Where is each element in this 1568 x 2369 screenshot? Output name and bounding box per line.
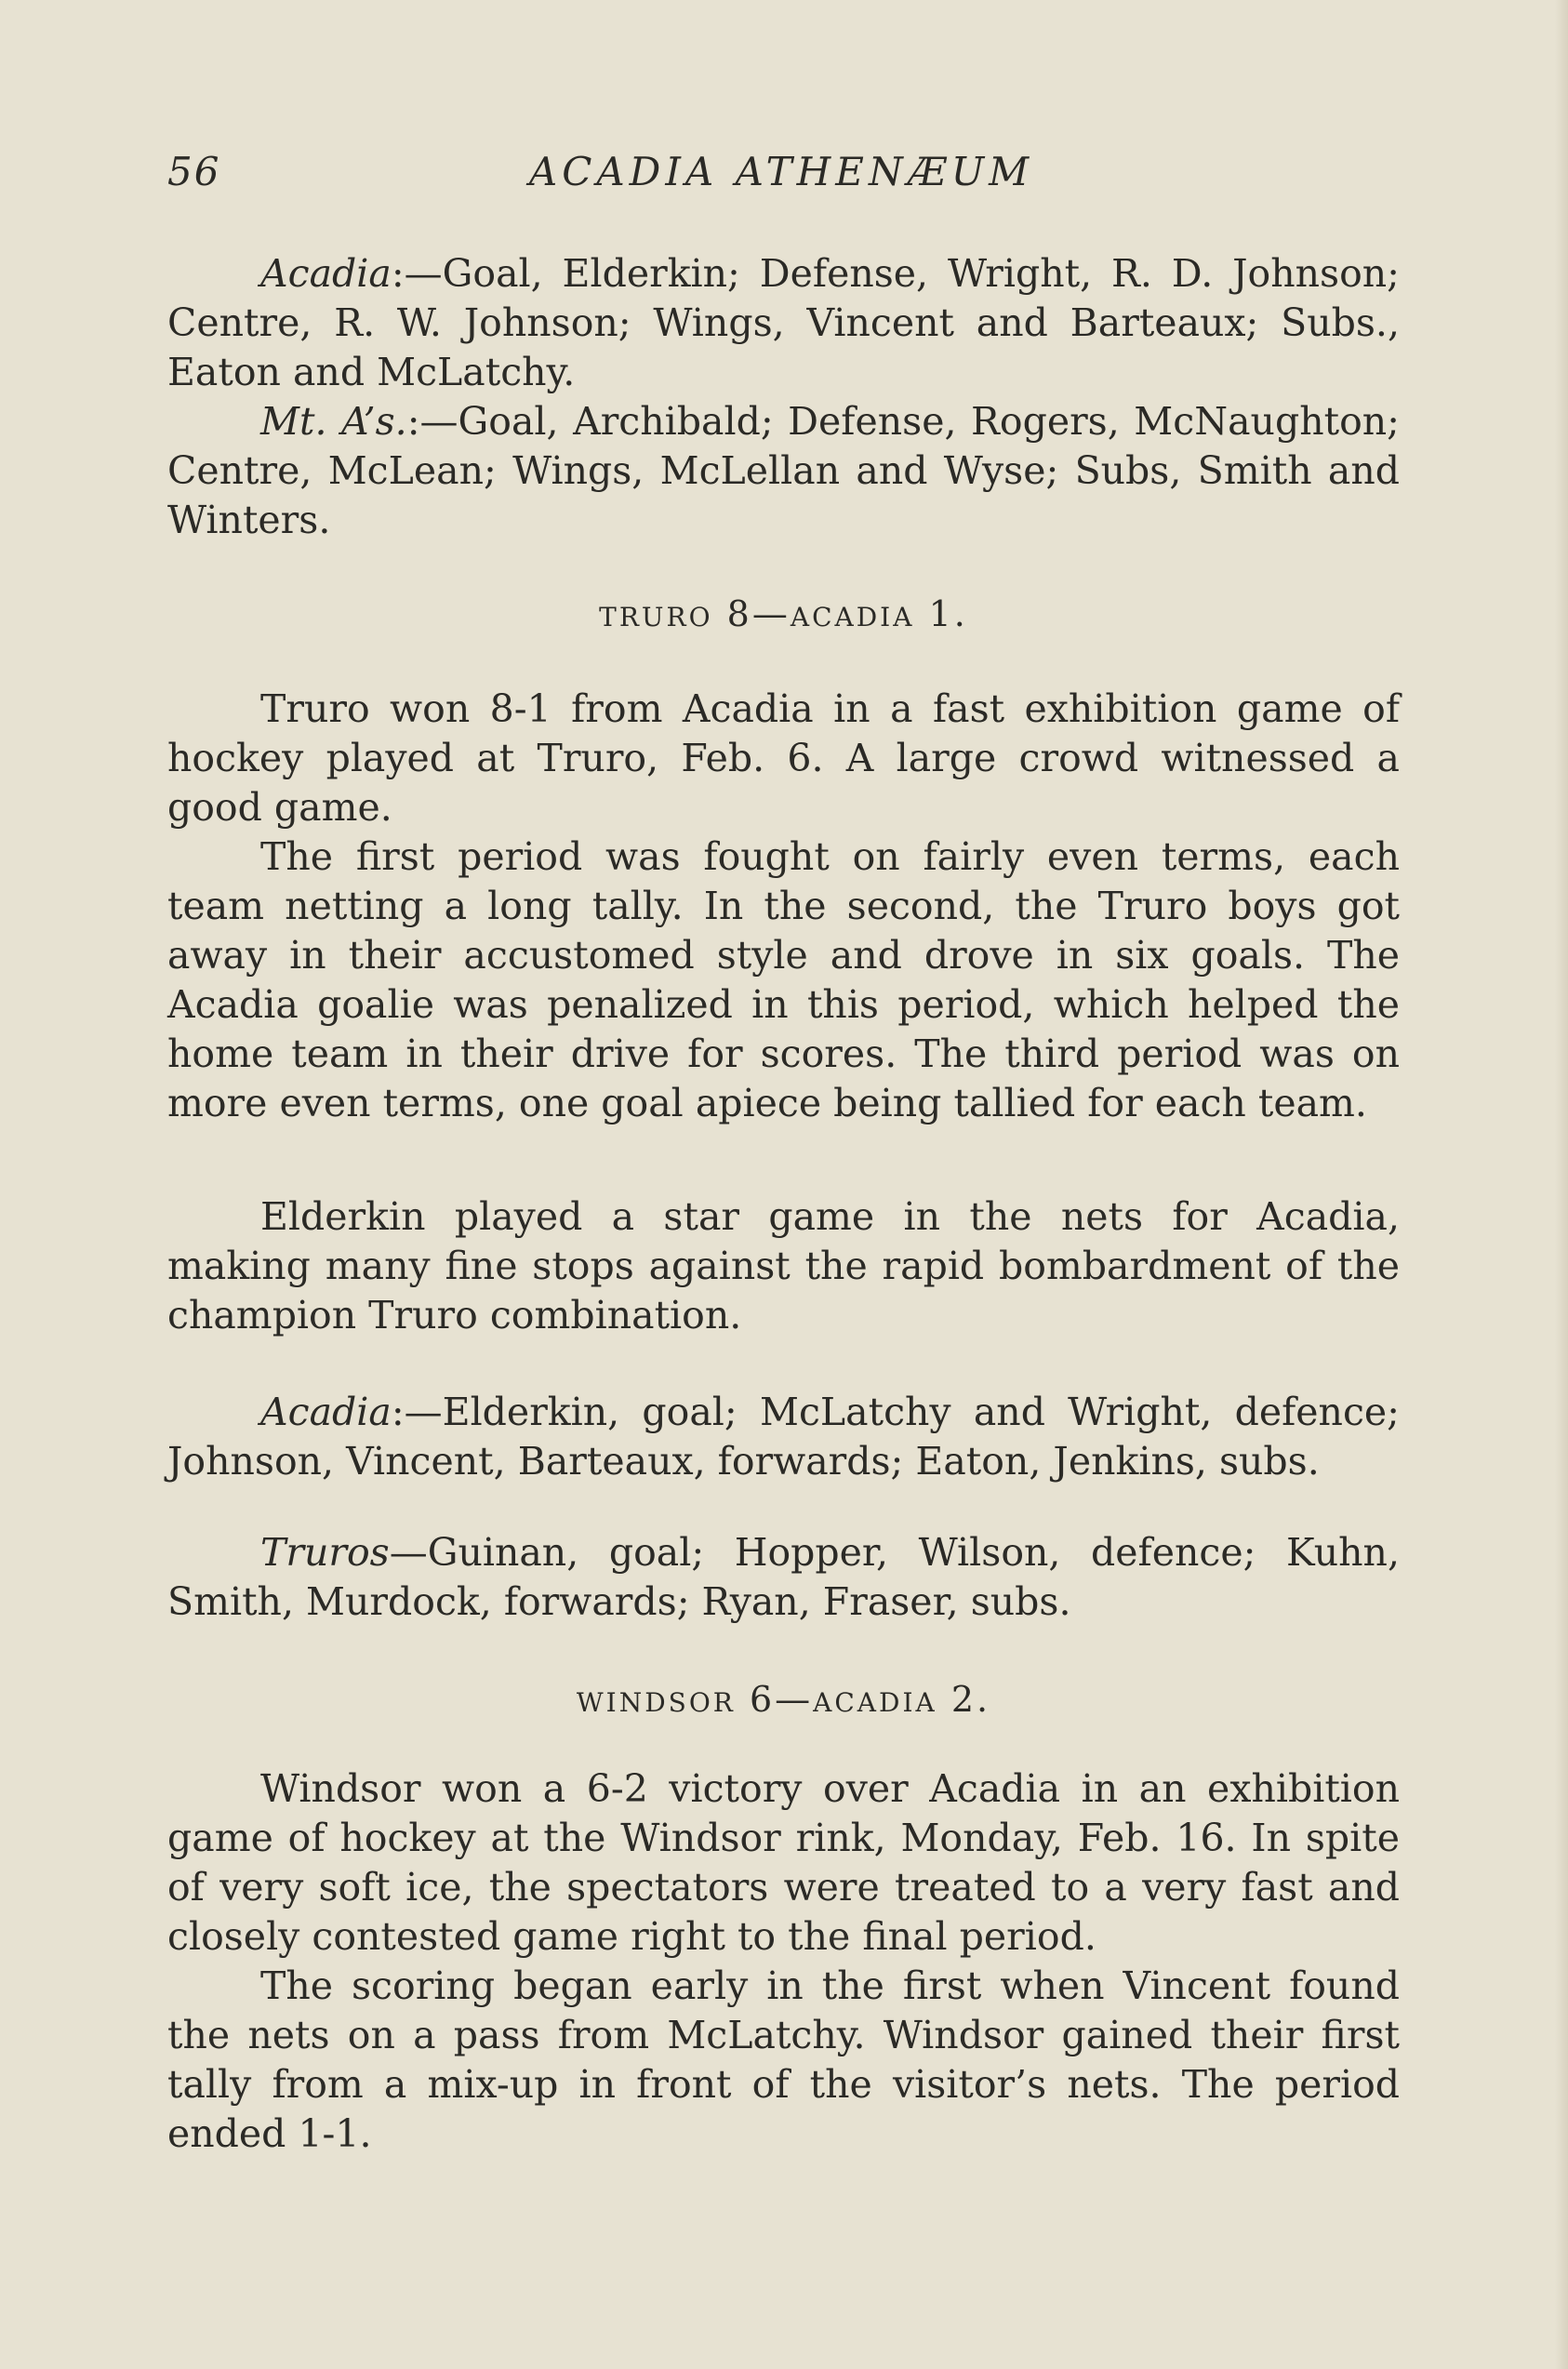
truro-game-report (167, 685, 1400, 1128)
team-name: Acadia (260, 1390, 392, 1434)
page-edge-shadow (1555, 0, 1568, 2369)
lineup-text: —Guinan, goal; Hopper, Wilson, defence; Kuhn, Smith, Murdock, forwards; Ryan, Fraser, subs. (167, 1530, 1400, 1624)
lineup-section-1 (167, 249, 1400, 545)
page-number: 56 (167, 149, 221, 194)
team-name: Mt. A’s. (260, 399, 407, 444)
heading-score-a: 8— (726, 593, 791, 634)
windsor-game-report (167, 1764, 1400, 2159)
lineup-text: :—Goal, Archibald; Defense, Rogers, McNaughton; Centre, McLean; Wings, McLellan and Wyse; Subs, Smith and Winters. (167, 399, 1400, 542)
acadia-lineup-2 (167, 1388, 1400, 1486)
truro-team-lineup (167, 1528, 1400, 1627)
lineup-text: :—Goal, Elderkin; Defense, Wright, R. D. Johnson; Centre, R. W. Johnson; Wings, Vincent and Barteaux; Subs., Eaton and McLatchy. (167, 251, 1400, 394)
truro-acadia-lineup (167, 1388, 1400, 1486)
mta-lineup (167, 397, 1400, 545)
paragraph: Elderkin played a star game in the nets for Acadia, making many fine stops against the rapid bombardment of the champion Truro combination. (167, 1194, 1400, 1338)
heading-team-a: TRURO (599, 602, 713, 632)
team-name: Acadia (260, 251, 392, 296)
heading-score-a: 6— (749, 1679, 814, 1720)
heading-team-b: ACADIA (813, 1687, 937, 1718)
running-header (167, 149, 1395, 205)
paragraph: The scoring began early in the first when Vincent found the nets on a pass from McLatchy. Windsor gained their first tally from a mix-up in front of the visitor’s nets. The period ended 1-1. (167, 1963, 1400, 2156)
paragraph: Truro won 8-1 from Acadia in a fast exhibition game of hockey played at Truro, Feb. 6. A large crowd witnessed a good game. (167, 686, 1400, 830)
lineup-text: :—Elderkin, goal; McLatchy and Wright, defence; Johnson, Vincent, Barteaux, forwards; Eaton, Jenkins, subs. (167, 1390, 1400, 1484)
heading-score-b: 1. (928, 593, 968, 634)
heading-score-b: 2. (950, 1679, 991, 1720)
team-name: Truros (260, 1530, 390, 1575)
acadia-lineup-1 (167, 249, 1400, 397)
truro-game-report-continued (167, 1192, 1400, 1340)
journal-title: ACADIA ATHENÆUM (528, 149, 1034, 194)
section-heading-truro (167, 593, 1400, 634)
paragraph: Windsor won a 6-2 victory over Acadia in an exhibition game of hockey at the Windsor rink, Monday, Feb. 16. In spite of very soft ice, the spectators were treated to a very fast and closely contested game right to the final period. (167, 1766, 1400, 1959)
paragraph: The first period was fought on fairly even terms, each team netting a long tally. In the second, the Truro boys got away in their accustomed style and drove in six goals. The Acadia goalie was penalized in this period, which helped the home team in their drive for scores. The third period was on more even terms, one goal apiece being tallied for each team. (167, 834, 1400, 1125)
heading-team-a: WINDSOR (576, 1687, 736, 1718)
section-heading-windsor (167, 1679, 1400, 1720)
truro-lineup (167, 1528, 1400, 1627)
heading-team-b: ACADIA (790, 602, 915, 632)
